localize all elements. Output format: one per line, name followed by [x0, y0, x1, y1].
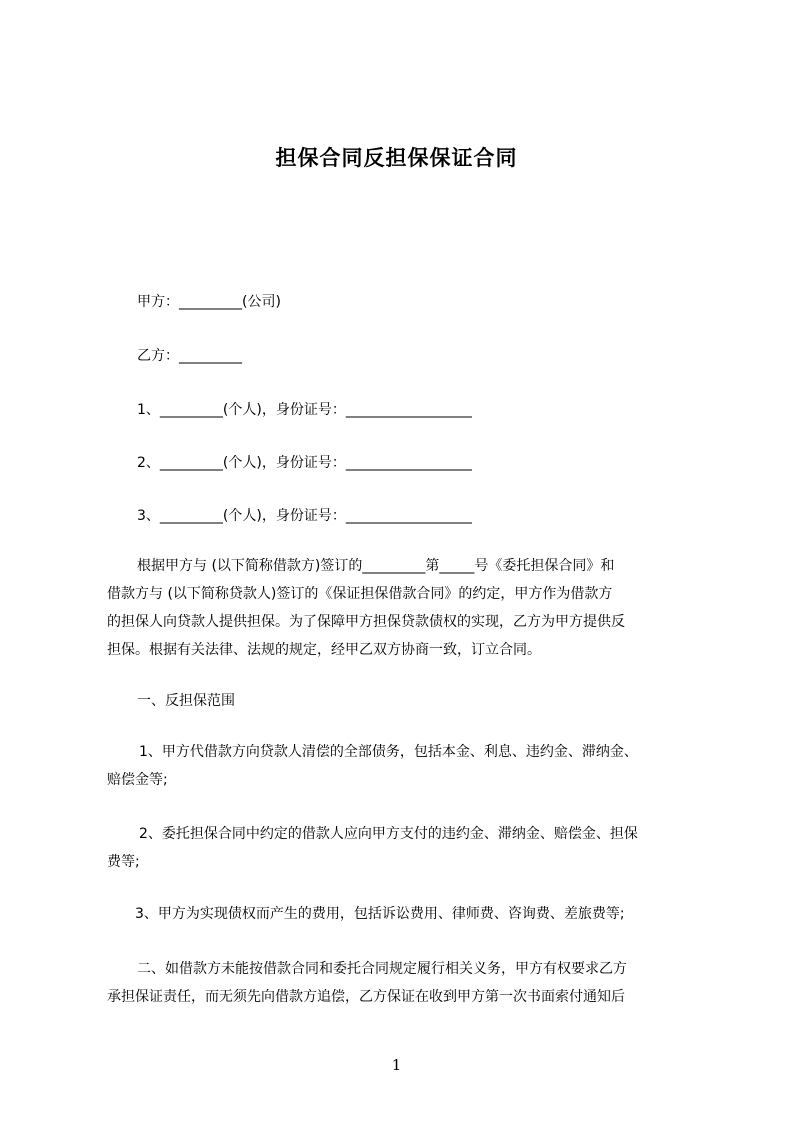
party-b-line: 乙方：_________: [137, 348, 242, 364]
party-a-line: 甲方：_________(公司): [137, 294, 281, 310]
section-2-line: 承担保证责任，而无须先向借款方追偿，乙方保证在收到甲方第一次书面索付通知后: [107, 989, 625, 1005]
item-2-line: 费等;: [107, 854, 140, 870]
item-2-paragraph: [0, 820, 638, 876]
document-title: 担保合同反担保保证合同: [275, 146, 518, 170]
section-2-paragraph: [0, 955, 627, 1011]
item-1-paragraph: [0, 738, 638, 794]
guarantor-1-line: 1、_________(个人)，身份证号：__________________: [137, 402, 472, 418]
item-3-line: 3、甲方为实现债权而产生的费用，包括诉讼费用、律师费、咨询费、差旅费等;: [135, 906, 625, 922]
preamble-paragraph: [0, 552, 625, 664]
item-1-line: 赔偿金等;: [107, 772, 168, 788]
preamble-line: 担保。根据有关法律、法规的规定，经甲乙双方协商一致，订立合同。: [107, 642, 541, 658]
preamble-line: 借款方与 (以下简称贷款人)签订的《保证担保借款合同》的约定，甲方作为借款方: [107, 586, 613, 602]
guarantor-3-line: 3、_________(个人)，身份证号：__________________: [137, 508, 472, 524]
item-1-line: 1、甲方代借款方向贷款人清偿的全部债务，包括本金、利息、违约金、滞纳金、: [139, 744, 638, 760]
item-3-paragraph: [135, 900, 625, 928]
section-2-line: 二、如借款方未能按借款合同和委托合同规定履行相关义务，甲方有权要求乙方: [137, 961, 627, 977]
item-2-line: 2、委托担保合同中约定的借款人应向甲方支付的违约金、滞纳金、赔偿金、担保: [139, 826, 638, 842]
page-number: 1: [391, 1056, 402, 1074]
section-1-heading: 一、反担保范围: [137, 693, 235, 709]
preamble-line: 根据甲方与 (以下简称借款方)签订的_________第_____号《委托担保合同》和: [137, 558, 615, 574]
guarantor-2-line: 2、_________(个人)，身份证号：__________________: [137, 455, 472, 471]
preamble-line: 的担保人向贷款人提供担保。为了保障甲方担保贷款债权的实现，乙方为甲方提供反: [107, 614, 625, 630]
